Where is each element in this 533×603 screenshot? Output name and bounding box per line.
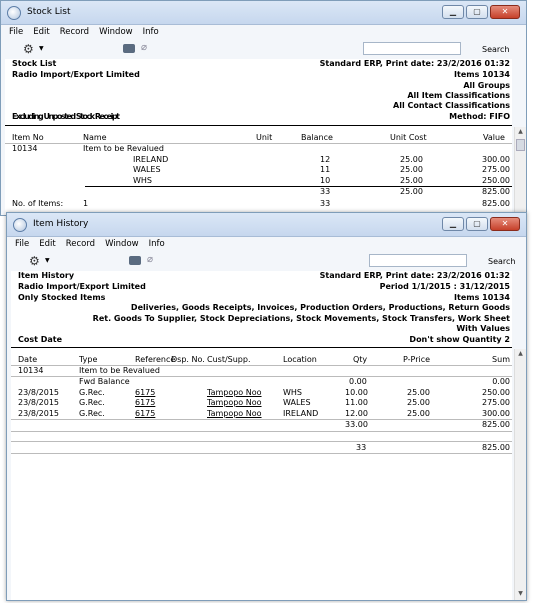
vertical-scrollbar[interactable] <box>514 349 526 600</box>
item-name: Item to be Revalued <box>83 144 164 153</box>
fwd-balance-qty: 0.00 <box>349 377 367 386</box>
item-history-window <box>6 212 527 601</box>
col-item-no: Item No <box>12 133 44 142</box>
search-button[interactable]: Search <box>482 45 510 54</box>
printer-icon[interactable] <box>129 256 141 265</box>
groups-filter: All Groups <box>463 81 510 90</box>
transaction-types-1: Deliveries, Goods Receipts, Invoices, Production Orders, Productions, Return Goods <box>130 303 510 312</box>
report-title: Item History <box>18 271 75 280</box>
toolbar <box>1 39 526 59</box>
report-title: Stock List <box>12 59 57 68</box>
row-value: 300.00 <box>482 155 510 164</box>
printer-icon[interactable] <box>123 44 135 53</box>
menu-window[interactable]: Window <box>99 27 133 37</box>
row-location: WALES <box>283 398 311 407</box>
row-unit-cost: 25.00 <box>400 176 423 185</box>
menu-info[interactable]: Info <box>148 239 165 249</box>
menu-edit[interactable]: Edit <box>33 27 50 37</box>
contact-class-filter: All Contact Classifications <box>393 101 510 110</box>
row-location: WHS <box>283 388 303 397</box>
minimize-button[interactable]: ▁ <box>442 5 464 19</box>
row-reference-link[interactable]: 6175 <box>135 398 156 407</box>
menu-window[interactable]: Window <box>105 239 139 249</box>
company-name: Radio Import/Export Limited <box>18 282 146 291</box>
title-bar[interactable] <box>7 213 526 237</box>
divider <box>5 125 512 126</box>
window-title: Item History <box>33 219 89 229</box>
menu-info[interactable]: Info <box>142 27 159 37</box>
scroll-thumb[interactable] <box>516 139 525 151</box>
row-price: 25.00 <box>407 388 430 397</box>
total-qty: 33 <box>356 443 367 452</box>
row-sum: 300.00 <box>482 409 510 418</box>
total-balance: 33 <box>320 199 331 208</box>
no-of-items-label: No. of Items: <box>12 199 64 208</box>
col-unit-cost: Unit Cost <box>390 133 427 142</box>
col-date: Date <box>18 355 38 364</box>
divider <box>11 453 512 454</box>
row-type: G.Rec. <box>79 409 105 418</box>
row-unit-cost: 25.00 <box>400 155 423 164</box>
menu-edit[interactable]: Edit <box>39 239 56 249</box>
divider <box>11 431 512 432</box>
col-sum: Sum <box>492 355 510 364</box>
minimize-button[interactable]: ▁ <box>442 217 464 231</box>
divider <box>11 419 512 420</box>
col-dsp-no: Dsp. No. <box>171 355 205 364</box>
divider <box>5 143 512 144</box>
scroll-down-icon[interactable]: ▼ <box>518 590 523 597</box>
col-name: Name <box>83 133 107 142</box>
fwd-balance-label: Fwd Balance <box>79 377 130 386</box>
row-date: 23/8/2015 <box>18 409 60 418</box>
subtotal-balance: 33 <box>320 187 331 196</box>
cost-date: Cost Date <box>18 335 63 344</box>
row-qty: 12.00 <box>345 409 368 418</box>
no-of-items-count: 1 <box>83 199 89 208</box>
close-button[interactable]: ✕ <box>490 5 520 19</box>
row-unit-cost: 25.00 <box>400 165 423 174</box>
search-input[interactable] <box>363 42 461 55</box>
period: Period 1/1/2015 : 31/12/2015 <box>379 282 510 291</box>
paperclip-icon[interactable]: ⌀ <box>147 254 154 265</box>
col-unit: Unit <box>256 133 273 142</box>
overlapping-options: Excluding Unposted Stock Receipt <box>12 112 119 121</box>
subtotal-qty: 33.00 <box>345 420 368 429</box>
row-qty: 11.00 <box>345 398 368 407</box>
row-cust-supp-link[interactable]: Tampopo Noo <box>207 409 262 418</box>
menu-file[interactable]: File <box>15 239 30 249</box>
fwd-balance-sum: 0.00 <box>492 377 510 386</box>
item-class-filter: All Item Classifications <box>407 91 510 100</box>
col-qty: Qty <box>353 355 368 364</box>
item-number: 10134 <box>18 366 44 375</box>
chevron-down-icon[interactable]: ▼ <box>45 257 50 264</box>
row-balance: 10 <box>320 176 331 185</box>
row-type: G.Rec. <box>79 398 105 407</box>
row-price: 25.00 <box>407 409 430 418</box>
print-info: Standard ERP, Print date: 23/2/2016 01:32 <box>319 271 510 280</box>
dont-show-qty2: Don't show Quantity 2 <box>409 335 510 344</box>
transaction-types-2: Ret. Goods To Supplier, Stock Depreciations, Stock Movements, Stock Transfers, Work Sheet <box>92 314 510 323</box>
col-location: Location <box>283 355 317 364</box>
row-reference-link[interactable]: 6175 <box>135 388 156 397</box>
row-qty: 10.00 <box>345 388 368 397</box>
col-type: Type <box>79 355 98 364</box>
with-values: With Values <box>456 324 510 333</box>
scroll-up-icon[interactable]: ▲ <box>518 128 523 135</box>
menu-file[interactable]: File <box>9 27 24 37</box>
row-sum: 275.00 <box>482 398 510 407</box>
subtotal-line <box>85 186 512 187</box>
divider <box>11 441 512 442</box>
subtotal-value: 825.00 <box>482 187 510 196</box>
row-value: 250.00 <box>482 176 510 185</box>
row-date: 23/8/2015 <box>18 388 60 397</box>
col-value: Value <box>483 133 505 142</box>
window-title: Stock List <box>27 7 71 17</box>
row-date: 23/8/2015 <box>18 398 60 407</box>
vertical-scrollbar[interactable] <box>514 127 526 215</box>
stocked-filter: Only Stocked Items <box>18 293 106 302</box>
item-number: 10134 <box>12 144 38 153</box>
scroll-up-icon[interactable]: ▲ <box>518 350 523 357</box>
paperclip-icon[interactable]: ⌀ <box>141 42 148 53</box>
gear-icon[interactable]: ⚙ <box>29 254 40 268</box>
col-balance: Balance <box>301 133 333 142</box>
subtotal-unit-cost: 25.00 <box>400 187 423 196</box>
row-type: G.Rec. <box>79 388 105 397</box>
stock-list-window <box>0 0 527 216</box>
app-icon <box>7 6 21 20</box>
row-balance: 12 <box>320 155 331 164</box>
report-area <box>11 271 512 600</box>
col-cust-supp: Cust/Supp. <box>207 355 251 364</box>
row-cust-supp-link[interactable]: Tampopo Noo <box>207 388 262 397</box>
search-input[interactable] <box>369 254 467 267</box>
item-name: Item to be Revalued <box>79 366 160 375</box>
col-p-price: P-Price <box>403 355 431 364</box>
row-sum: 250.00 <box>482 388 510 397</box>
row-value: 275.00 <box>482 165 510 174</box>
maximize-button[interactable]: ▢ <box>466 217 488 231</box>
items-filter: Items 10134 <box>454 293 510 302</box>
divider <box>11 347 512 348</box>
maximize-button[interactable]: ▢ <box>466 5 488 19</box>
company-name: Radio Import/Export Limited <box>12 70 140 79</box>
report-area <box>5 59 512 215</box>
row-location: WALES <box>133 165 161 174</box>
menu-bar <box>7 237 526 251</box>
row-location: IRELAND <box>283 409 319 418</box>
gear-icon[interactable]: ⚙ <box>23 42 34 56</box>
title-bar[interactable] <box>1 1 526 25</box>
menu-record[interactable]: Record <box>59 27 90 37</box>
close-button[interactable]: ✕ <box>490 217 520 231</box>
method: Method: FIFO <box>449 112 510 121</box>
col-reference: Reference <box>135 355 176 364</box>
subtotal-sum: 825.00 <box>482 420 510 429</box>
search-button[interactable]: Search <box>488 257 516 266</box>
total-value: 825.00 <box>482 199 510 208</box>
row-cust-supp-link[interactable]: Tampopo Noo <box>207 398 262 407</box>
items-filter: Items 10134 <box>454 70 510 79</box>
app-icon <box>13 218 27 232</box>
print-info: Standard ERP, Print date: 23/2/2016 01:32 <box>319 59 510 68</box>
chevron-down-icon[interactable]: ▼ <box>39 45 44 52</box>
toolbar <box>7 251 526 271</box>
row-price: 25.00 <box>407 398 430 407</box>
menu-bar <box>1 25 526 39</box>
menu-record[interactable]: Record <box>65 239 96 249</box>
row-balance: 11 <box>320 165 331 174</box>
row-reference-link[interactable]: 6175 <box>135 409 156 418</box>
row-location: IRELAND <box>133 155 169 164</box>
row-location: WHS <box>133 176 153 185</box>
total-sum: 825.00 <box>482 443 510 452</box>
